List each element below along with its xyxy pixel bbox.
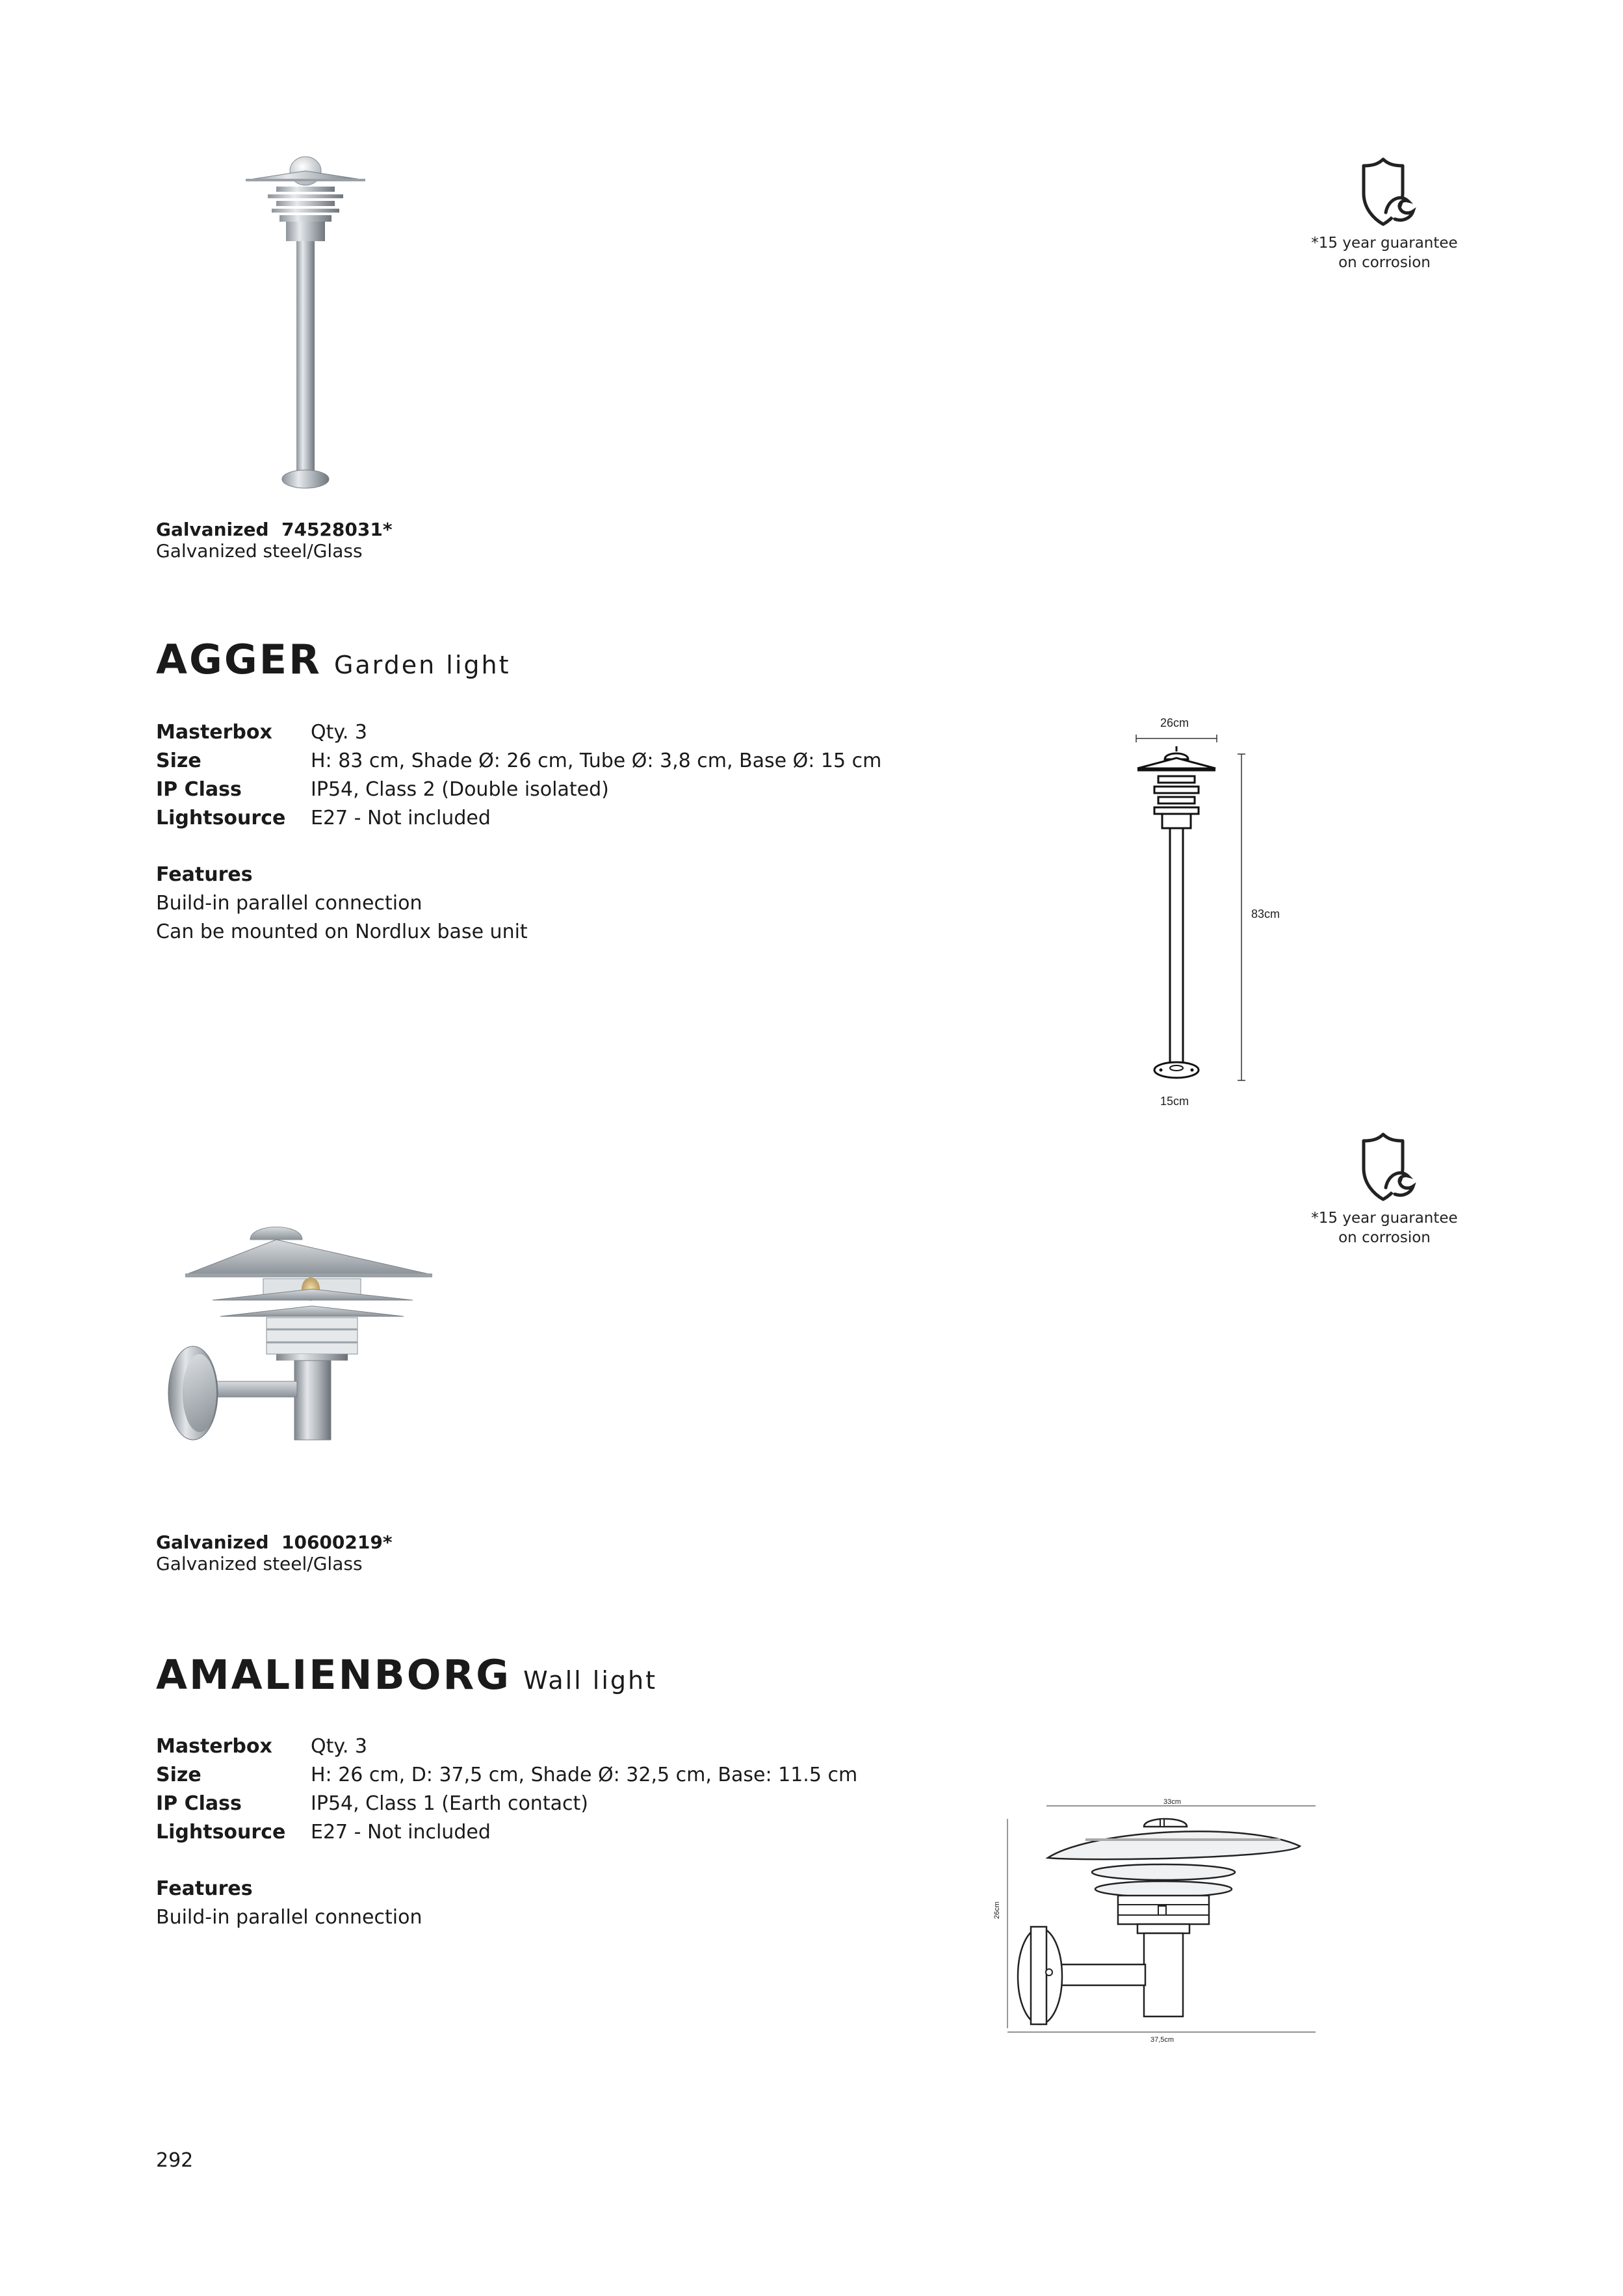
shield-wave-icon (1303, 1128, 1466, 1208)
variant-color: Galvanized (156, 1532, 269, 1553)
spec-key: Size (156, 1763, 201, 1786)
spec-value: E27 - Not included (311, 1820, 491, 1844)
features-title: Features (156, 863, 253, 886)
feature-item: Build-in parallel connection (156, 892, 422, 915)
guarantee-badge (1303, 1128, 1466, 1247)
spec-value: IP54, Class 2 (Double isolated) (311, 777, 609, 801)
agger-variant (156, 519, 393, 562)
spec-key: Masterbox (156, 1734, 272, 1758)
spec-row (156, 803, 881, 832)
spec-row (156, 1818, 857, 1846)
dimension-top: 26cm (1160, 716, 1189, 729)
guarantee-text-line2: on corrosion (1338, 1229, 1431, 1246)
agger-product-photo (240, 146, 370, 501)
feature-item: Build-in parallel connection (156, 1906, 422, 1929)
dimension-bottom: 15cm (1160, 1095, 1189, 1108)
agger-spec-table (156, 718, 881, 832)
dimension-height: 26cm (993, 1901, 1001, 1919)
spec-key: Size (156, 749, 201, 772)
variant-material: Galvanized steel/Glass (156, 540, 363, 562)
guarantee-text-line1: *15 year guarantee (1311, 1210, 1458, 1227)
product-type: Garden light (333, 651, 511, 679)
dimension-top: 33cm (1163, 1798, 1181, 1806)
spec-key: IP Class (156, 1792, 242, 1815)
spec-row (156, 718, 881, 746)
amalienborg-product-photo (153, 1206, 439, 1459)
spec-value: H: 26 cm, D: 37,5 cm, Shade Ø: 32,5 cm, Base: 11.5 cm (311, 1763, 858, 1786)
product-type: Wall light (523, 1666, 658, 1695)
guarantee-badge (1303, 153, 1466, 272)
spec-key: Lightsource (156, 806, 286, 829)
agger-features (156, 861, 528, 946)
variant-code: 74528031* (281, 519, 393, 540)
agger-title (156, 636, 511, 683)
amalienborg-spec-table (156, 1732, 857, 1846)
spec-value: E27 - Not included (311, 806, 491, 829)
dimension-bottom: 37,5cm (1150, 2036, 1175, 2044)
spec-row (156, 746, 881, 775)
amalienborg-variant (156, 1532, 393, 1574)
spec-key: Lightsource (156, 1820, 286, 1844)
feature-item: Can be mounted on Nordlux base unit (156, 920, 528, 943)
spec-row (156, 1789, 857, 1818)
spec-row (156, 1760, 857, 1789)
product-name: AGGER (156, 636, 322, 683)
amalienborg-title (156, 1651, 657, 1699)
variant-material: Galvanized steel/Glass (156, 1553, 363, 1574)
dimension-height: 83cm (1251, 907, 1280, 920)
amalienborg-dimension-drawing (988, 1781, 1326, 2054)
product-name: AMALIENBORG (156, 1651, 512, 1699)
variant-code: 10600219* (281, 1532, 393, 1553)
spec-row (156, 775, 881, 803)
spec-key: IP Class (156, 777, 242, 801)
amalienborg-features (156, 1875, 422, 1932)
spec-value: IP54, Class 1 (Earth contact) (311, 1792, 588, 1815)
features-title: Features (156, 1877, 253, 1900)
agger-dimension-drawing (1105, 715, 1300, 1118)
page-number: 292 (156, 2149, 194, 2172)
spec-value: H: 83 cm, Shade Ø: 26 cm, Tube Ø: 3,8 cm, Base Ø: 15 cm (311, 749, 882, 772)
spec-key: Masterbox (156, 720, 272, 744)
guarantee-text-line1: *15 year guarantee (1311, 235, 1458, 252)
guarantee-text-line2: on corrosion (1338, 254, 1431, 271)
spec-value: Qty. 3 (311, 720, 368, 744)
spec-row (156, 1732, 857, 1760)
variant-color: Galvanized (156, 519, 269, 540)
shield-wave-icon (1303, 153, 1466, 233)
spec-value: Qty. 3 (311, 1734, 368, 1758)
